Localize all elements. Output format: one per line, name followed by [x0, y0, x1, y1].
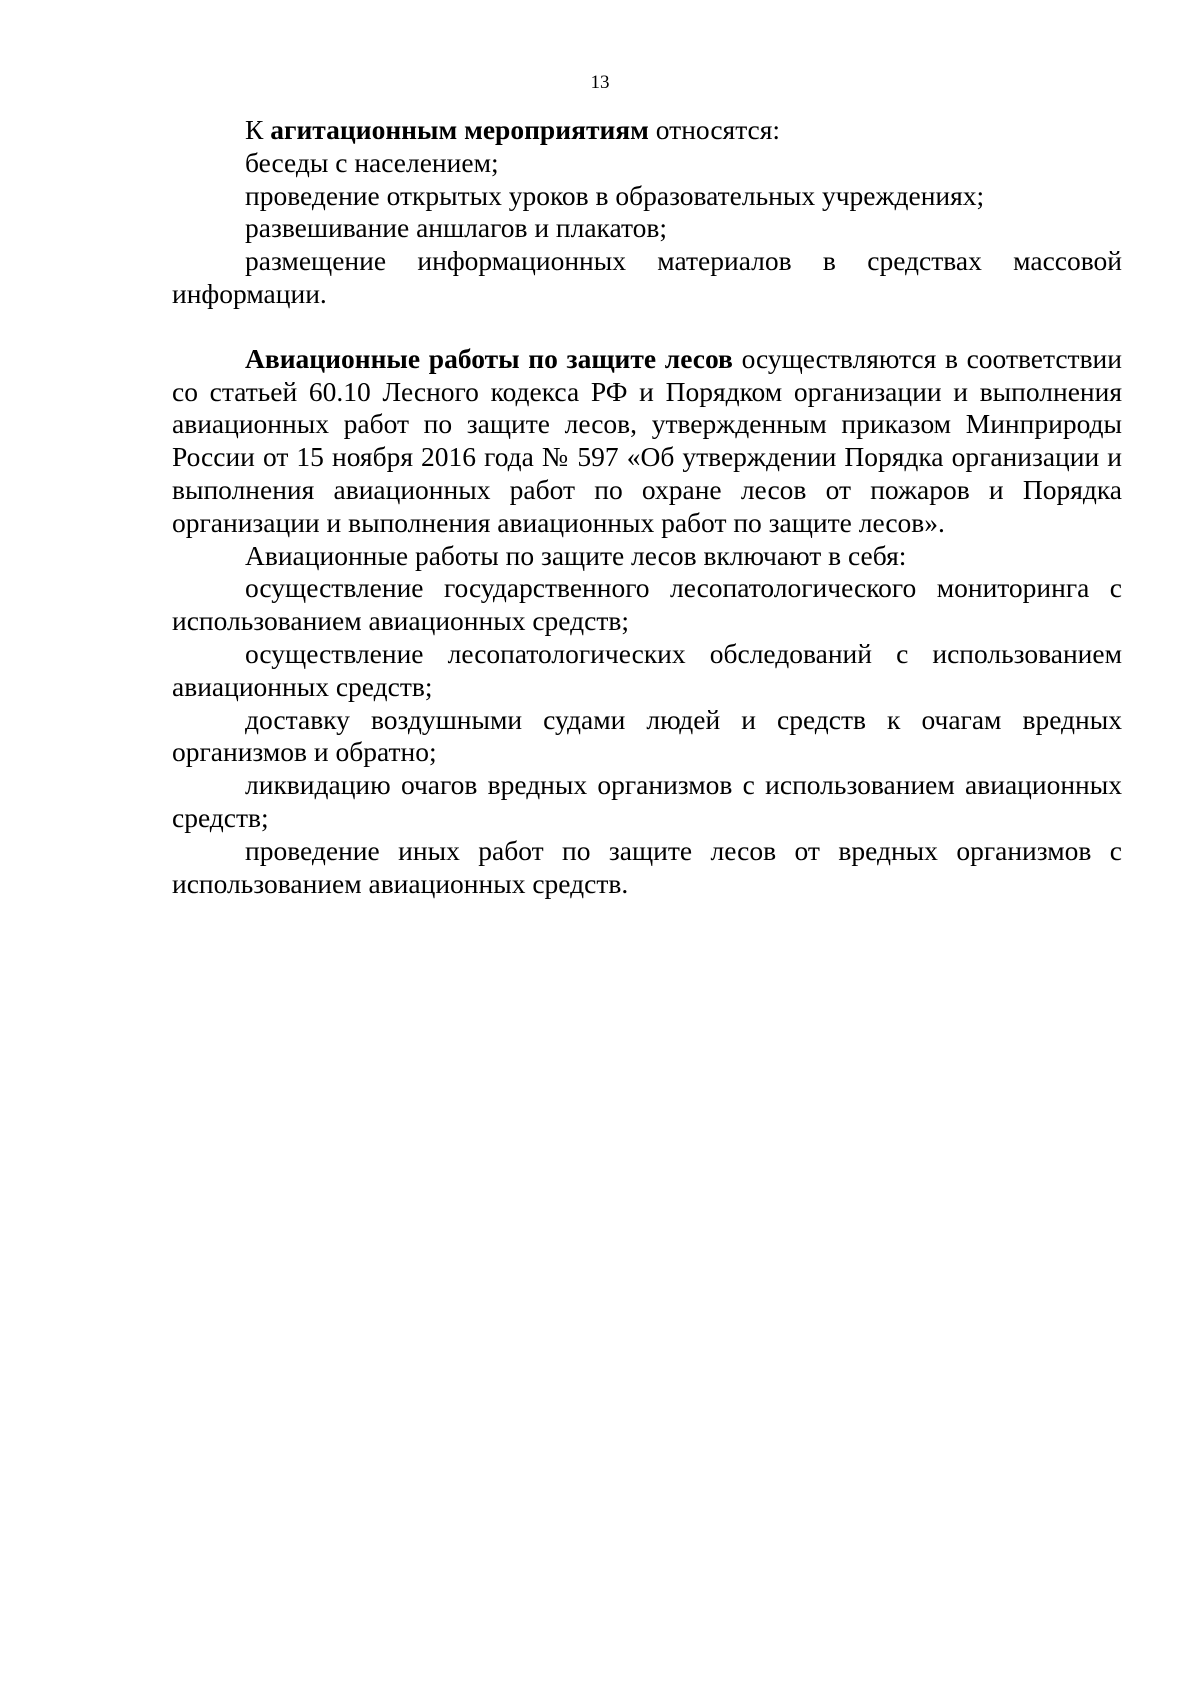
agitation-intro-suffix: относятся: [648, 114, 781, 145]
aviation-intro [172, 343, 1122, 540]
paragraph-gap [172, 311, 1122, 343]
aviation-item: осуществление государственного лесопатологического мониторинга с использованием авиационных средств; [172, 572, 1122, 637]
aviation-intro-text: осуществляются в соответствии со статьей 60.10 Лесного кодекса РФ и Порядком организации и выполнения авиационных работ по защите лесов, утвержденным приказом Минприроды России от 15 ноября 2016 года № 597 «Об утверждении Порядка организации и выполнения авиационных работ по охране лесов от пожаров и Порядка организации и выполнения авиационных работ по защите лесов». [172, 342, 1122, 538]
aviation-item: ликвидацию очагов вредных организмов с использованием авиационных средств; [172, 769, 1122, 833]
aviation-item: проведение иных работ по защите лесов от вредных организмов с использованием авиационных средств. [172, 834, 1122, 899]
agitation-item: размещение информационных материалов в средствах массовой информации. [172, 245, 1122, 309]
agitation-intro-prefix: К [245, 114, 271, 145]
document-body [172, 114, 1122, 900]
page-number: 13 [590, 72, 610, 93]
aviation-includes: Авиационные работы по защите лесов включают в себя: [245, 539, 907, 571]
agitation-item: проведение открытых уроков в образовательных учреждениях; [245, 179, 985, 211]
agitation-item: беседы с населением; [245, 146, 499, 178]
aviation-item: осуществление лесопатологических обследований с использованием авиационных средств; [172, 637, 1122, 702]
agitation-intro-term: агитационным мероприятиям [270, 114, 649, 145]
aviation-item: доставку воздушными судами людей и средств к очагам вредных организмов и обратно; [172, 703, 1122, 768]
aviation-intro-term: Авиационные работы по защите лесов [245, 342, 733, 374]
agitation-intro [172, 114, 1122, 147]
agitation-item: развешивание аншлагов и плакатов; [245, 212, 668, 244]
